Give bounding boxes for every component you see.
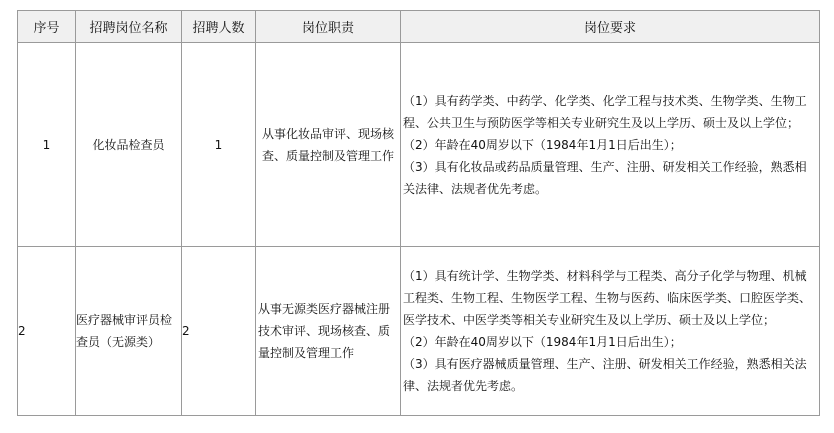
requirement-item: （2）年龄在40周岁以下（1984年1月1日后出生）；	[403, 335, 682, 349]
cell-no: 2	[18, 247, 76, 416]
cell-requirements	[401, 43, 820, 247]
cell-duty: 从事无源类医疗器械注册技术审评、现场核查、质量控制及管理工作	[256, 247, 401, 416]
recruitment-table	[17, 10, 820, 416]
cell-duty: 从事化妆品审评、现场核查、质量控制及管理工作	[256, 43, 401, 247]
cell-count: 2	[182, 247, 256, 416]
cell-requirements	[401, 247, 820, 416]
requirement-item: （3）具有化妆品或药品质量管理、生产、注册、研发相关工作经验，熟悉相关法律、法规者优先考虑。	[403, 159, 807, 196]
cell-no: 1	[18, 43, 76, 247]
requirement-item: （1）具有药学类、中药学、化学类、化学工程与技术类、生物学类、生物工程、公共卫生与预防医学等相关专业研究生及以上学历、硕士及以上学位；	[403, 93, 807, 130]
cell-position: 化妆品检查员	[76, 43, 182, 247]
cell-position: 医疗器械审评员检查员（无源类）	[76, 247, 182, 416]
header-duty: 岗位职责	[256, 11, 401, 43]
requirement-item: （1）具有统计学、生物学类、材料科学与工程类、高分子化学与物理、机械工程类、生物工程、生物医学工程、生物与医药、临床医学类、口腔医学类、医学技术、中医学类等相关专业研究生及以上学历、硕士及以上学位；	[403, 269, 812, 327]
requirement-item: （3）具有医疗器械质量管理、生产、注册、研发相关工作经验，熟悉相关法律、法规者优先考虑。	[403, 357, 807, 393]
table-row	[18, 43, 820, 247]
table-row	[18, 247, 820, 416]
header-count: 招聘人数	[182, 11, 256, 43]
requirement-item: （2）年龄在40周岁以下（1984年1月1日后出生）；	[403, 137, 682, 152]
header-position: 招聘岗位名称	[76, 11, 182, 43]
cell-count: 1	[182, 43, 256, 247]
header-requirements: 岗位要求	[401, 11, 820, 43]
header-row	[18, 11, 820, 43]
header-no: 序号	[18, 11, 76, 43]
